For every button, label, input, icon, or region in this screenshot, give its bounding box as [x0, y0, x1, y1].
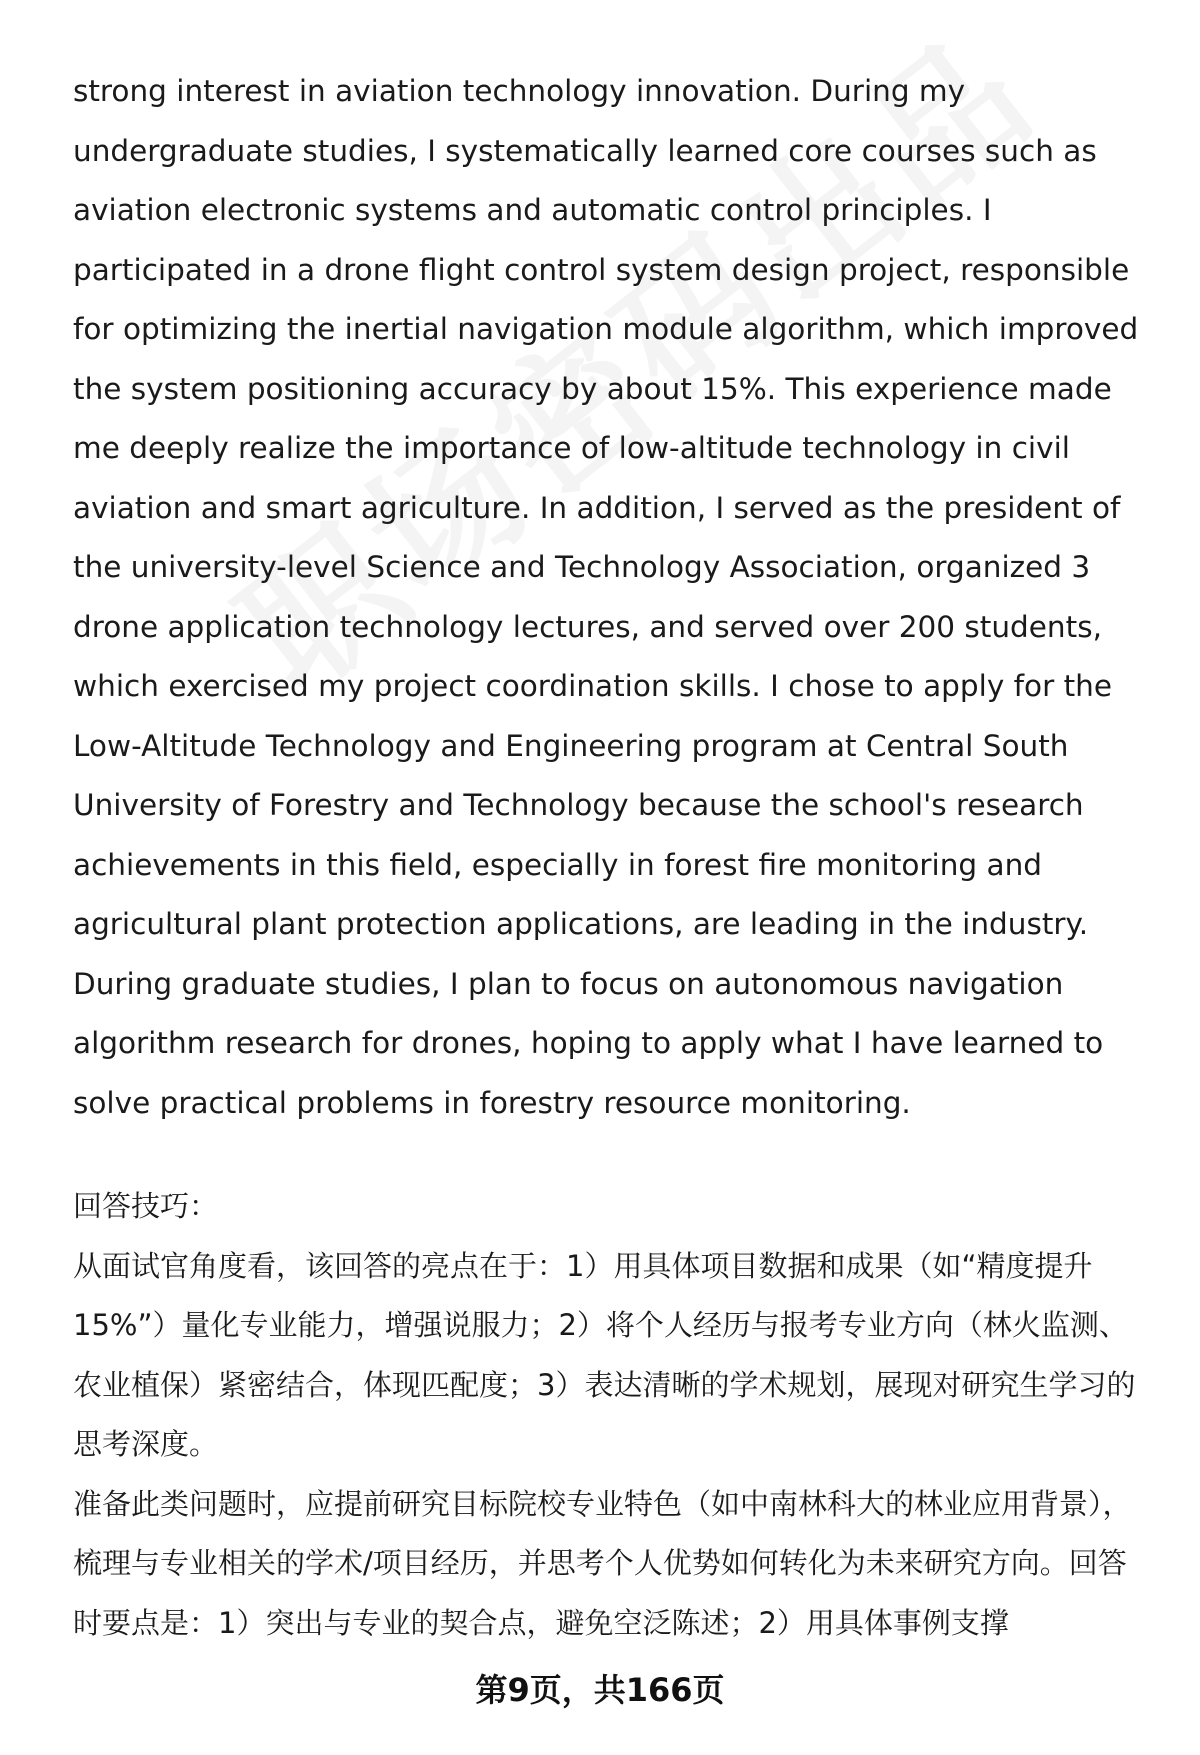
- page-number-footer: 第9页，共166页: [475, 1671, 725, 1709]
- answer-tips-section: [73, 1177, 1153, 1653]
- tips-paragraph-2: 准备此类问题时，应提前研究目标院校专业特色（如中南林科大的林业应用背景），梳理与专业相关的学术/项目经历，并思考个人优势如何转化为未来研究方向。回答时要点是：1）突出与专业的契合点，避免空泛陈述；2）用具体事例支撑: [73, 1486, 1132, 1640]
- tips-heading: 回答技巧：: [73, 1189, 219, 1223]
- answer-paragraph: strong interest in aviation technology innovation. During my undergraduate studies, I systematically learned core courses such as aviation electronic systems and automatic control principles. I participated in a drone flight control system design project, responsible for optimizing the inertial navigation module algorithm, which improved the system positioning accuracy by about 15%. This experience made me deeply realize the importance of low-altitude technology in civil aviation and smart agriculture. In addition, I served as the president of the university-level Science and Technology Association, organized 3 drone application technology lectures, and served over 200 students, which exercised my project coordination skills. I chose to apply for the Low-Altitude Technology and Engineering program at Central South University of Forestry and Technology because the school's research achievements in this field, especially in forest fire monitoring and agricultural plant protection applications, are leading in the industry. During graduate studies, I plan to focus on autonomous navigation algorithm research for drones, hoping to apply what I have learned to solve practical problems in forestry resource monitoring.: [73, 74, 1139, 1120]
- tips-paragraph-1: 从面试官角度看，该回答的亮点在于：1）用具体项目数据和成果（如“精度提升15%”）量化专业能力，增强说服力；2）将个人经历与报考专业方向（林火监测、农业植保）紧密结合，体现匹配度；3）表达清晰的学术规划，展现对研究生学习的思考深度。: [73, 1248, 1136, 1461]
